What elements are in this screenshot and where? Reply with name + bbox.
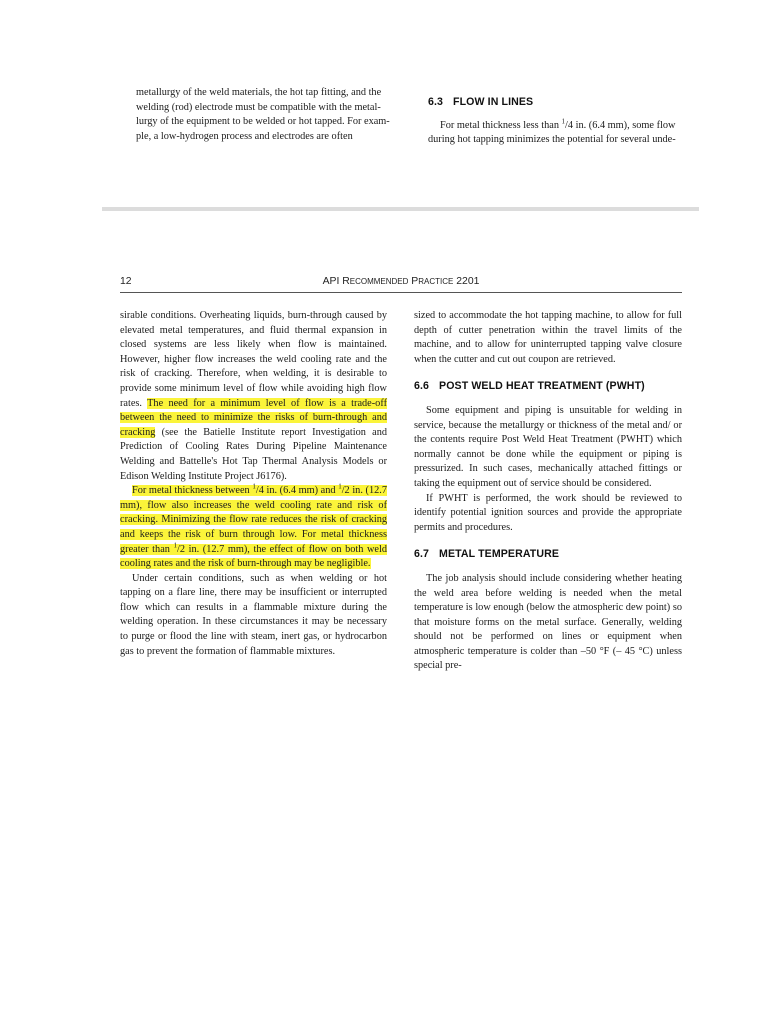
paragraph-metal-temperature: The job analysis should include considering whether heating the weld area before welding is needed when the metal temperature is low enough (below the atmospheric dew point) so that moisture forms on the metal surface. Generally, welding should not be performed on lines or equipment when atmospheric temperature is colder than –50 °F (– 45 °C) unless special pre- — [414, 572, 682, 672]
page-number: 12 — [120, 276, 132, 287]
paragraph-flow-rates: sirable conditions. Overheating liquids, burn-through caused by elevated metal temperatures, and fluid thermal expansion in closed systems are less likely when flow is maintained. However, higher flow increases the weld cooling rate and the risk of cracking. Therefore, when welding, it is desirable to provide some minimum level of flow while avoiding high flow rates. The need for a minimum level of flow is a trade-off between the need to minimize the risks of burn-through and cracking (see the Batielle Institute report Investigation and Prediction of Cooling Rates During Pipeline Maintenance Welding and Battelle's Hot Tap Thermal Analysis Models or Edison Welding Institute Project J6176). — [120, 310, 387, 482]
section-heading-6-3 — [428, 95, 698, 110]
highlight-metal-thickness: For metal thickness between $^1$/4 in. (6.4 mm) and $^1$/2 in. (12.7 mm), flow also increases the weld cooling rate and risk of cracking. Minimizing the flow rate reduces the risk of cracking and keeps the risk of burn through low. For metal thickness greater than $^1$/2 in. (12.7 mm), the effect of flow on both weld cooling rates and the risk of burn-through may be negligible. — [120, 482, 387, 570]
document-title: API RECOMMENDED PRACTICE 2201 — [322, 276, 480, 287]
section-heading-6-7: 6.7 METAL TEMPERATURE — [414, 548, 560, 561]
paragraph-metal-thickness — [120, 484, 387, 572]
section-heading-6-6: 6.6 POST WELD HEAT TREATMENT (PWHT) — [414, 380, 645, 393]
left-column — [120, 309, 387, 659]
right-column — [414, 309, 682, 674]
paragraph-flare-line: Under certain conditions, such as when welding or hot tapping on a flare line, there may be insufficient or interrupted flow which can results in a flammable mixture during the welding operation. In these circumstances it may be necessary to purge or flood the line with steam, inert gas, or hydrocarbon gas to prevent the formation of flammable mixtures. — [120, 572, 387, 657]
section-number: 6.3 — [428, 96, 444, 108]
previous-page-right-column — [428, 95, 698, 148]
prev-line-2: welding (rod) electrode must be compatible with the metal- — [136, 101, 381, 113]
prev-line-4: ple, a low-hydrogen process and electrodes are often — [136, 130, 353, 142]
header-rule — [120, 292, 682, 293]
flow-paragraph-start: For metal thickness less than $^1$/4 in. (6.4 mm), some flow — [440, 117, 676, 131]
running-header — [120, 276, 682, 292]
paragraph-pwht-review: If PWHT is performed, the work should be reviewed to identify potential ignition sources and provide the appropriate permits and procedures. — [414, 492, 682, 533]
prev-line-1: metallurgy of the weld materials, the hot tap fitting, and the — [136, 87, 382, 98]
prev-line-3: lurgy of the equipment to be welded or hot tapped. For exam- — [136, 116, 390, 128]
highlight-trade-off: The need for a minimum level of flow is a trade-off between the need to minimize the risks of burn-through and cracking — [120, 397, 387, 438]
previous-page-left-column — [136, 86, 405, 144]
paragraph-pwht: Some equipment and piping is unsuitable for welding in service, because the metallurgy or thickness of the metal and/ or the contents require Post Weld Heat Treatment (PWHT) which normally cannot be done while the equipment or piping is pressurized. In such cases, mechanically attached fittings or taking the equipment out of service should be considered. — [414, 404, 682, 489]
section-title: FLOW IN LINES — [453, 96, 534, 108]
flow-paragraph-line-2: during hot tapping minimizes the potential for several unde- — [428, 134, 676, 146]
paragraph-hot-tapping-machine: sized to accommodate the hot tapping machine, to allow for full depth of cutter penetration within the travel limits of the machine, and to allow for uninterrupted tapping valve closure when the cutter and cut out coupon are retrieved. — [414, 310, 682, 365]
page-separator — [102, 207, 699, 211]
